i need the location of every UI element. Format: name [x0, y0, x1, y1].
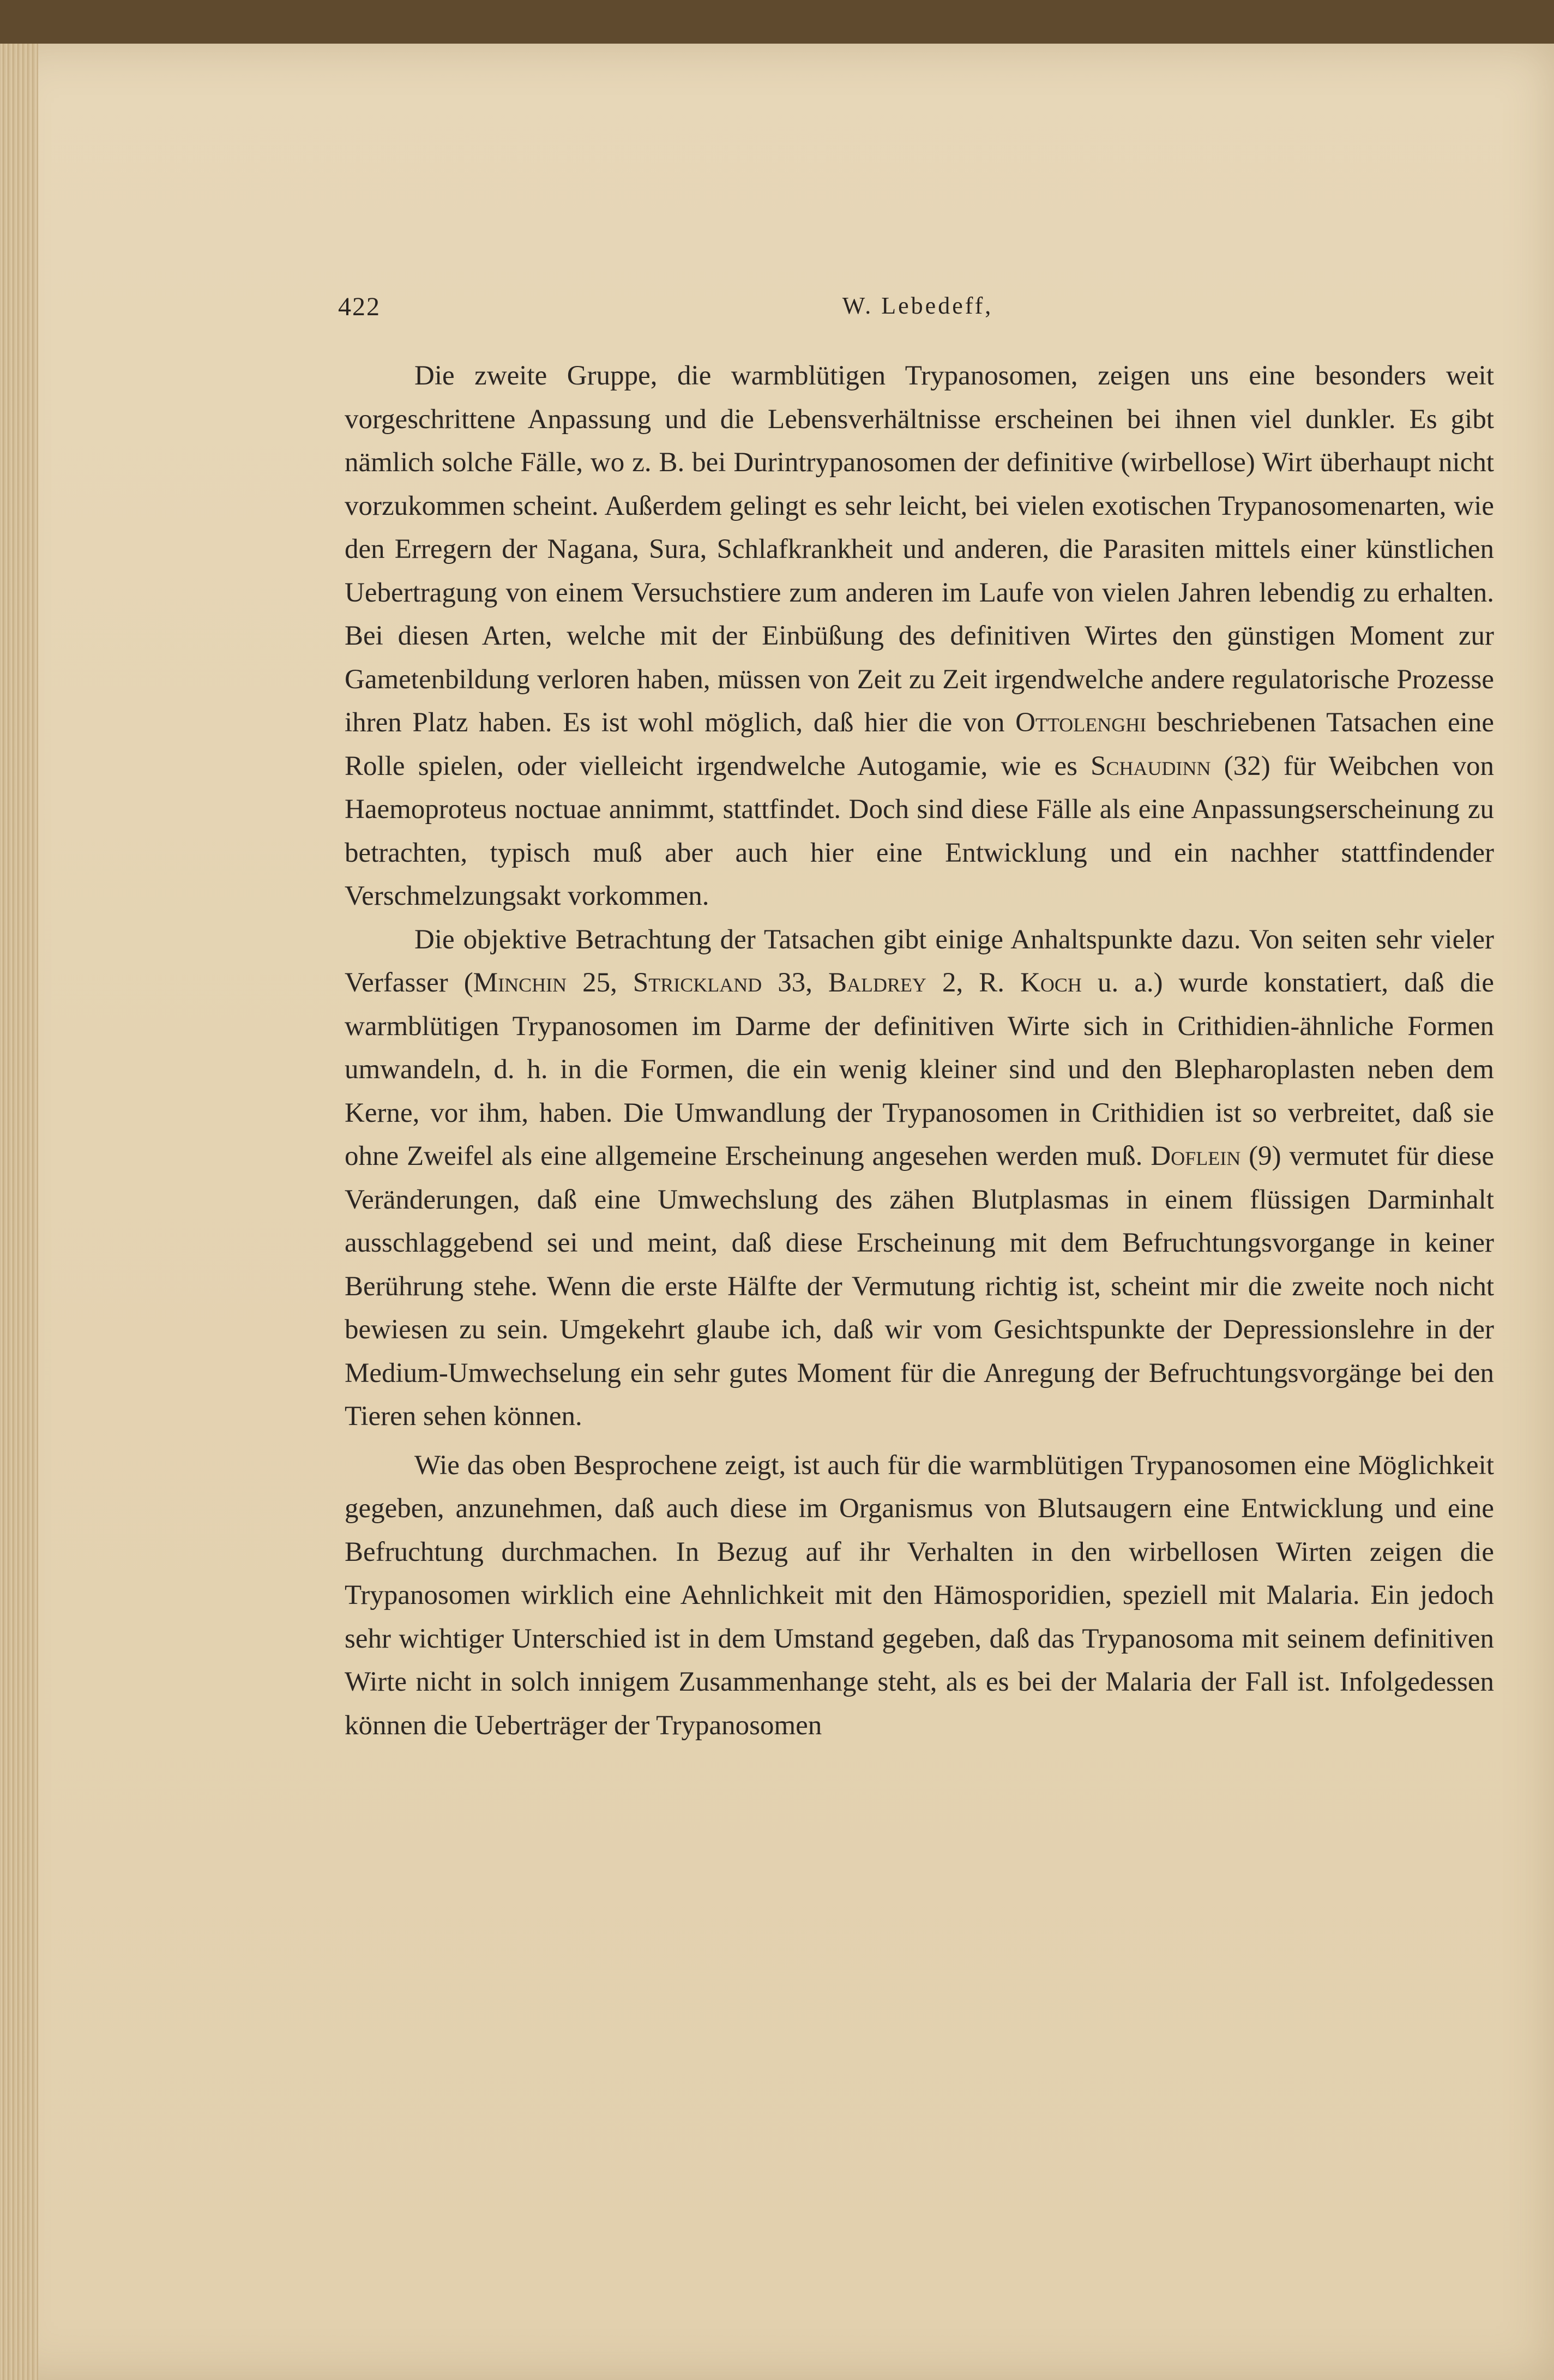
paragraph-2-text-4: 2, R. [942, 967, 1005, 998]
paragraph-2-text-6: (9) vermutet für diese Veränderungen, daß eine Umwechslung des zähen Blutplasmas in einem flüssigen Darminhalt ausschlaggebend sei und meint, daß diese Erscheinung mit dem Befruchtungsvorgange in keiner Berührung stehe. Wenn die erste Hälfte der Vermutung richtig ist, scheint mir die zweite noch nicht bewiesen zu sein. Umgekehrt glaube ich, daß wir vom Gesichtspunkte der Depressionslehre in der Medium-Umwechselung ein sehr gutes Moment für die Anregung der Befruchtungsvorgänge bei den Tieren sehen können. [345, 1141, 1495, 1432]
paragraph-2-text-5: u. a.) wurde konstatiert, daß die warmblütigen Trypanosomen im Darme der definitiven Wirte sich in Crithidien-ähnliche Formen umwandeln, d. h. in die Formen, die ein wenig kleiner sind und den Blepharoplasten neben dem Kerne, vor ihm, haben. Die Umwandlung der Trypanosomen in Crithidien ist so verbreitet, daß sie ohne Zweifel als eine allgemeine Erscheinung angesehen werden muß. [345, 967, 1495, 1171]
page-number: 422 [338, 292, 381, 321]
page-stack-edges [0, 44, 38, 2380]
body-text [345, 354, 1494, 1747]
author-schaudinn: Schaudinn [1091, 750, 1211, 782]
paragraph-1-text-3: (32) für Weibchen von Haemoproteus noctuae annimmt, stattfindet. Doch sind diese Fälle als eine Anpassungserscheinung zu betrachten, typisch muß aber auch hier eine Entwicklung und ein nachher stattfindender Verschmelzungsakt vorkommen. [345, 750, 1495, 911]
paragraph-3 [345, 1444, 1494, 1748]
paragraph-3-text-1: Wie das oben Besprochene zeigt, ist auch für die warmblütigen Trypanosomen eine Möglichkeit gegeben, anzunehmen, daß auch diese im Organismus von Blutsaugern eine Entwicklung und eine Befruchtung durchmachen. In Bezug auf ihr Verhalten in den wirbellosen Wirten zeigen die Trypanosomen wirklich eine Aehnlichkeit mit den Hämosporidien, speziell mit Malaria. Ein jedoch sehr wichtiger Unterschied ist in dem Umstand gegeben, daß das Trypanosoma mit seinem definitiven Wirte nicht in solch innigem Zusammenhange steht, als es bei der Malaria der Fall ist. Infolgedessen können die Ueberträger der Trypanosomen [345, 1450, 1494, 1741]
paragraph-1 [345, 354, 1494, 918]
paragraph-2 [345, 918, 1494, 1439]
paragraph-1-text-2: beschriebenen Tatsachen eine Rolle spielen, oder vielleicht irgendwelche Autogamie, wie es [345, 707, 1495, 782]
author-doflein: Doflein [1151, 1141, 1241, 1171]
author-baldrey: Baldrey [828, 967, 927, 998]
paragraph-2-text-3: 33, [778, 967, 812, 998]
paragraph-1-text-1: Die zweite Gruppe, die warmblütigen Trypanosomen, zeigen uns eine besonders weit vorgeschrittene Anpassung und die Lebensverhältnisse erscheinen bei ihnen viel dunkler. Es gibt nämlich solche Fälle, wo z. B. bei Durintrypanosomen der definitive (wirbellose) Wirt überhaupt nicht vorzukommen scheint. Außerdem gelingt es sehr leicht, bei vielen exotischen Trypanosomenarten, wie den Erregern der Nagana, Sura, Schlafkrankheit und anderen, die Parasiten mittels einer künstlichen Uebertragung von einem Versuchstiere zum anderen im Laufe von vielen Jahren lebendig zu erhalten. Bei diesen Arten, welche mit der Einbüßung des definitiven Wirtes den günstigen Moment zur Gametenbildung verloren haben, müssen von Zeit zu Zeit irgendwelche andere regulatorische Prozesse ihren Platz haben. Es ist wohl möglich, daß hier die von [345, 360, 1494, 738]
author-strickland: Strickland [633, 967, 762, 998]
paragraph-2-text-1: Die objektive Betrachtung der Tatsachen gibt einige Anhaltspunkte dazu. Von seiten sehr vieler Verfasser ( [345, 924, 1494, 998]
paragraph-2-text-2: 25, [582, 967, 617, 998]
author-ottolenghi: Ottolenghi [1015, 707, 1147, 738]
running-head: W. Lebedeff, [842, 292, 993, 319]
author-koch: Koch [1020, 967, 1082, 998]
author-minchin: Minchin [473, 967, 567, 998]
page-header [338, 292, 1497, 330]
